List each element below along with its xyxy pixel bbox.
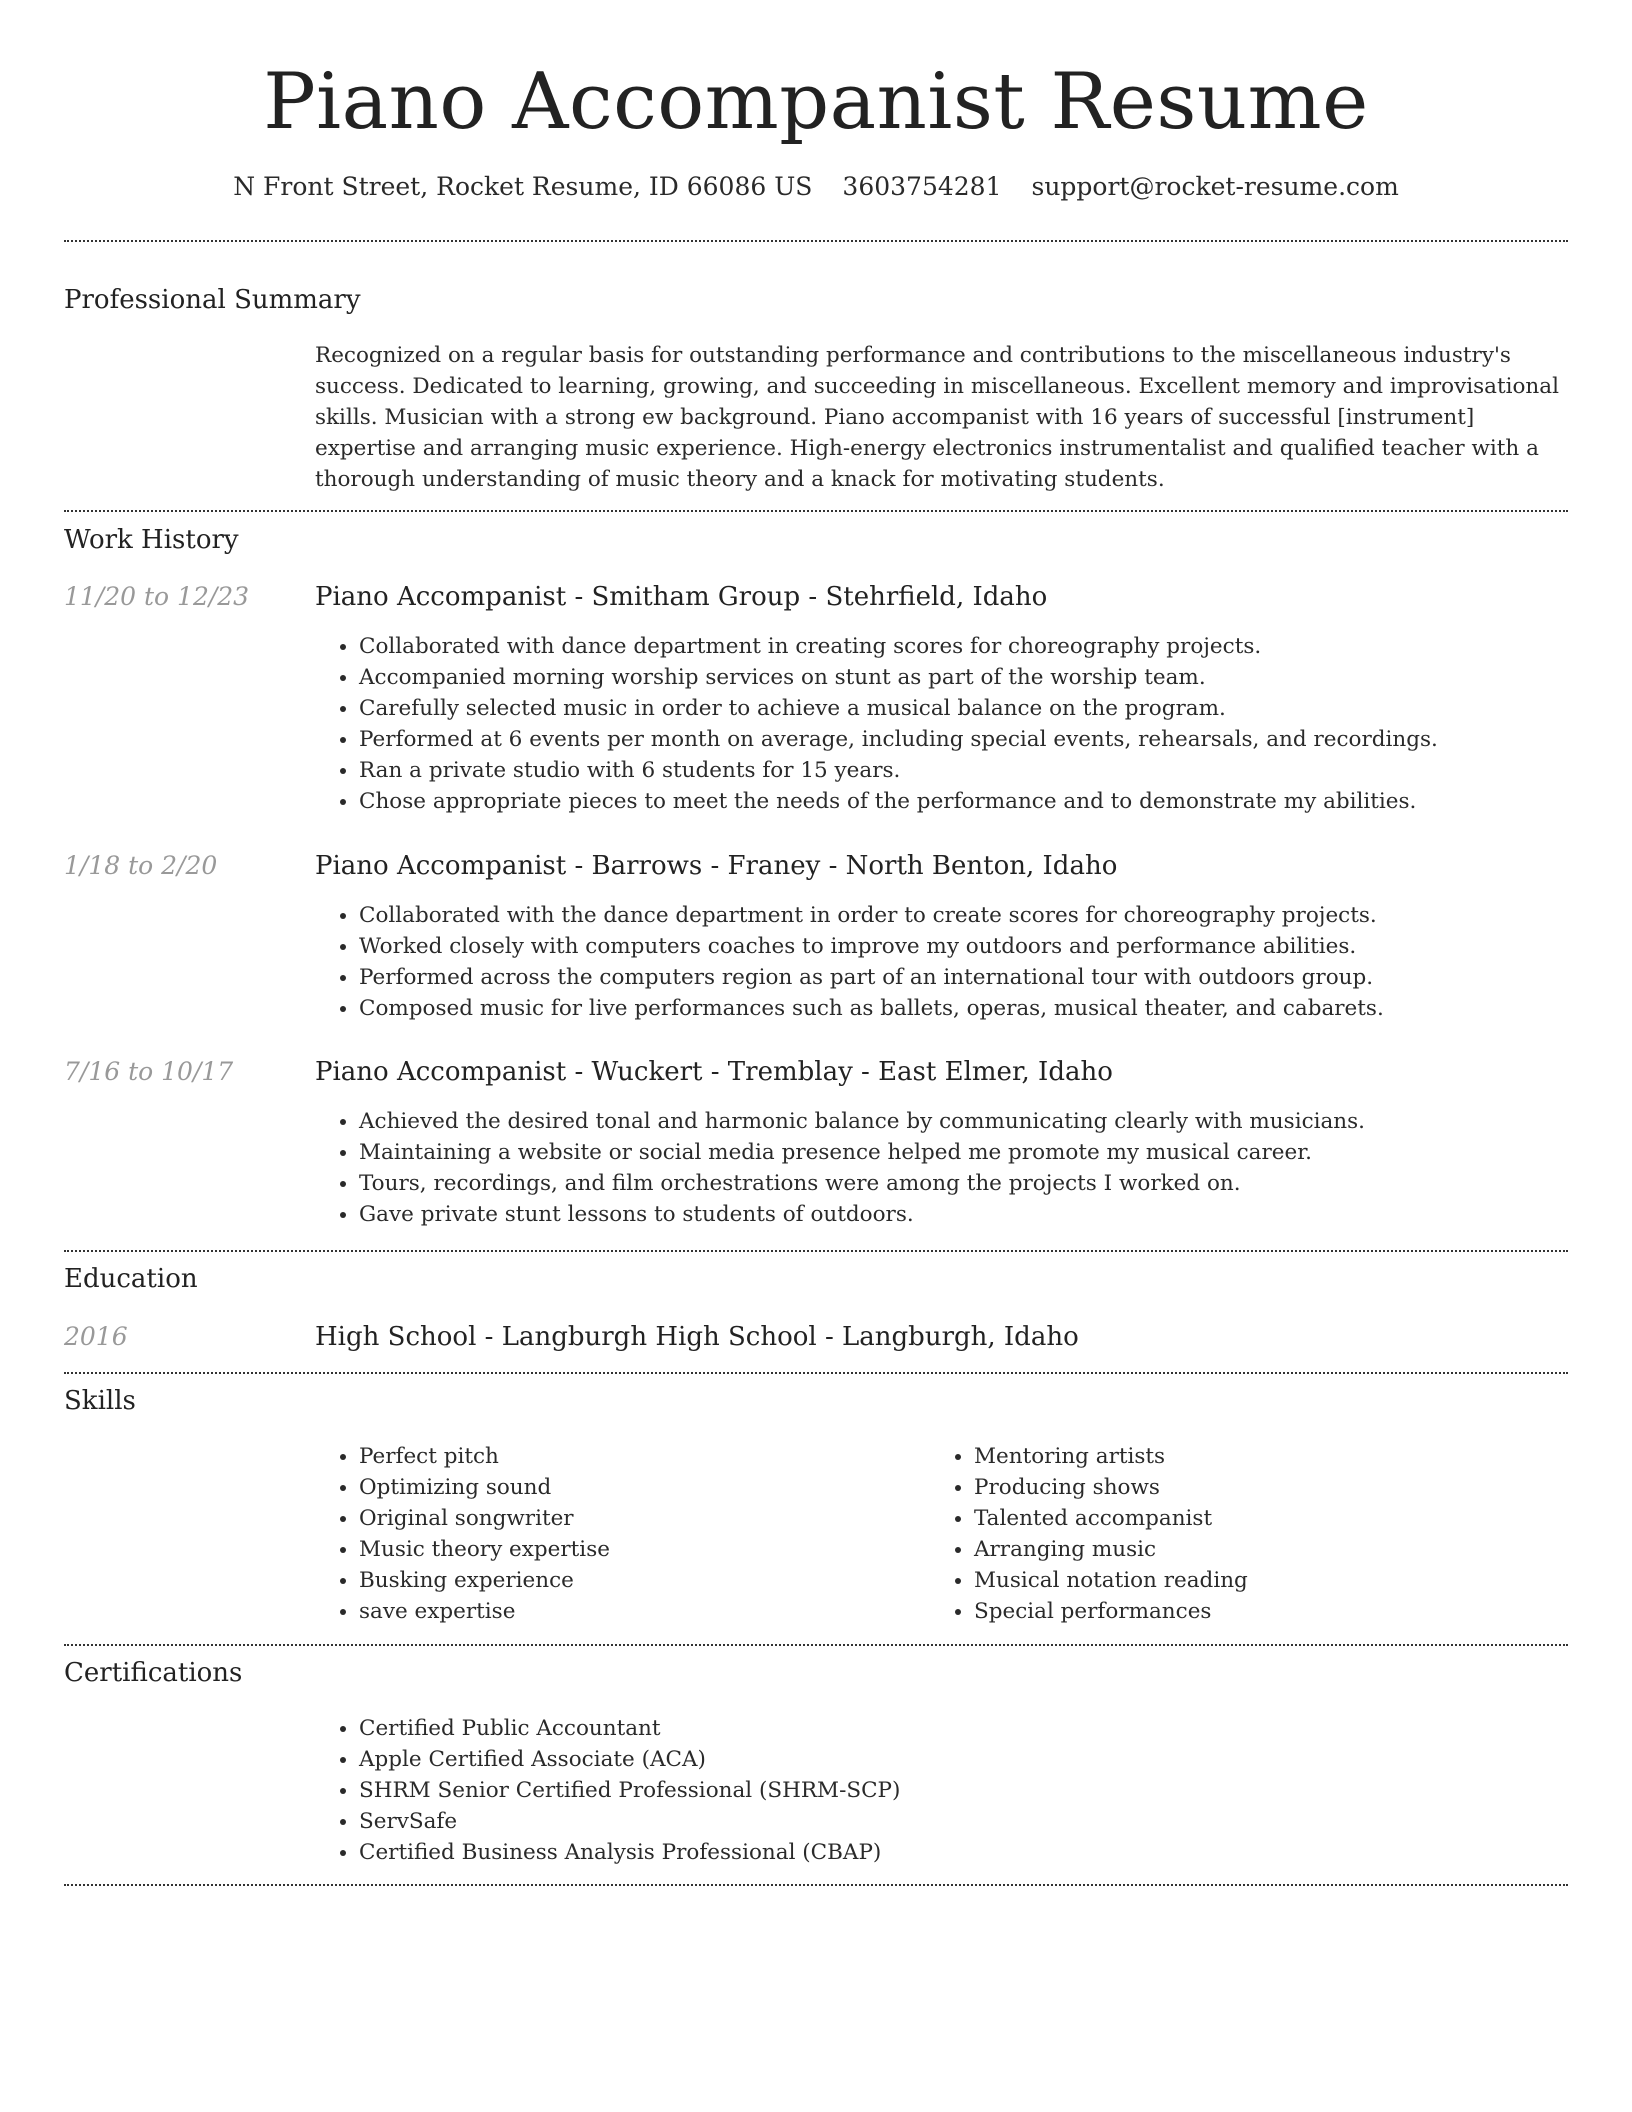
section-divider [64, 1884, 1568, 1886]
education-heading: Education [64, 1264, 198, 1294]
contact-line [0, 170, 1632, 204]
skill-item: • Music theory expertise [359, 1534, 929, 1565]
job-bullet: • Carefully selected music in order to achieve a musical balance on the program. [359, 693, 1609, 724]
education-degree: High School - Langburgh High School - Langburgh, Idaho [315, 1322, 1079, 1352]
skill-item: • Optimizing sound [359, 1472, 929, 1503]
job-bullet: • Achieved the desired tonal and harmonic balance by communicating clearly with musicians. [359, 1106, 1609, 1137]
job-title: Piano Accompanist - Wuckert - Tremblay - East Elmer, Idaho [315, 1057, 1113, 1087]
skill-item: • Talented accompanist [974, 1503, 1574, 1534]
skill-item: • Arranging music [974, 1534, 1574, 1565]
skill-item: • Special performances [974, 1596, 1574, 1627]
job-bullet: • Accompanied morning worship services on stunt as part of the worship team. [359, 662, 1609, 693]
certification-item: • Certified Business Analysis Professional (CBAP) [359, 1837, 1609, 1868]
job-bullet: • Performed across the computers region as part of an international tour with outdoors group. [359, 962, 1609, 993]
certification-item: • ServSafe [359, 1806, 1609, 1837]
skill-item: • save expertise [359, 1596, 929, 1627]
education-year: 2016 [64, 1322, 128, 1351]
job-bullet: • Ran a private studio with 6 students for 15 years. [359, 755, 1609, 786]
skill-item: • Original songwriter [359, 1503, 929, 1534]
skills-heading: Skills [64, 1386, 136, 1416]
job-dates: 7/16 to 10/17 [64, 1057, 234, 1086]
job-bullet: • Worked closely with computers coaches to improve my outdoors and performance abilities. [359, 931, 1609, 962]
job-bullets [315, 1106, 1609, 1230]
job-bullets [315, 631, 1609, 817]
summary-text: Recognized on a regular basis for outstanding performance and contributions to the miscellaneous industry's success. Dedicated to learning, growing, and succeeding in miscellaneous. Excellent memory and improvisational skills. Musician with a strong ew background. Piano accompanist with 16 years of successful [instrument] expertise and arranging music experience. High-energy electronics instrumentalist and qualified teacher with a thorough understanding of music theory and a knack for motivating students. [315, 343, 1559, 492]
section-divider [64, 1372, 1568, 1374]
job-dates: 11/20 to 12/23 [64, 582, 250, 611]
skill-item: • Mentoring artists [974, 1441, 1574, 1472]
certification-item: • SHRM Senior Certified Professional (SHRM-SCP) [359, 1775, 1609, 1806]
job-bullet: • Composed music for live performances such as ballets, operas, musical theater, and cabarets. [359, 993, 1609, 1024]
skill-item: • Musical notation reading [974, 1565, 1574, 1596]
job-bullet: • Collaborated with the dance department in order to create scores for choreography projects. [359, 900, 1609, 931]
section-divider [64, 1644, 1568, 1646]
certifications-list [315, 1713, 1609, 1868]
certification-item: • Apple Certified Associate (ACA) [359, 1744, 1609, 1775]
job-bullet: • Gave private stunt lessons to students of outdoors. [359, 1199, 1609, 1230]
job-bullets [315, 900, 1609, 1024]
section-divider [64, 1250, 1568, 1252]
skill-item: • Busking experience [359, 1565, 929, 1596]
job-bullet: • Tours, recordings, and film orchestrations were among the projects I worked on. [359, 1168, 1609, 1199]
job-bullet: • Chose appropriate pieces to meet the needs of the performance and to demonstrate my abilities. [359, 786, 1609, 817]
certifications-heading: Certifications [64, 1658, 243, 1688]
skills-list-right [930, 1441, 1574, 1627]
job-bullet: • Maintaining a website or social media presence helped me promote my musical career. [359, 1137, 1609, 1168]
contact-phone: 3603754281 [842, 172, 1002, 201]
skills-list-left [315, 1441, 929, 1627]
job-title: Piano Accompanist - Barrows - Franey - North Benton, Idaho [315, 851, 1118, 881]
job-bullet: • Performed at 6 events per month on average, including special events, rehearsals, and recordings. [359, 724, 1609, 755]
summary-heading: Professional Summary [64, 285, 361, 315]
resume-title: Piano Accompanist Resume [263, 57, 1369, 147]
job-dates: 1/18 to 2/20 [64, 851, 218, 880]
section-divider [64, 240, 1568, 242]
section-divider [64, 510, 1568, 512]
certification-item: • Certified Public Accountant [359, 1713, 1609, 1744]
contact-email: support@rocket-resume.com [1031, 172, 1399, 201]
job-title: Piano Accompanist - Smitham Group - Stehrfield, Idaho [315, 582, 1048, 612]
contact-address: N Front Street, Rocket Resume, ID 66086 US [233, 172, 813, 201]
skill-item: • Perfect pitch [359, 1441, 929, 1472]
job-bullet: • Collaborated with dance department in creating scores for choreography projects. [359, 631, 1609, 662]
work-history-heading: Work History [64, 525, 239, 555]
skill-item: • Producing shows [974, 1472, 1574, 1503]
